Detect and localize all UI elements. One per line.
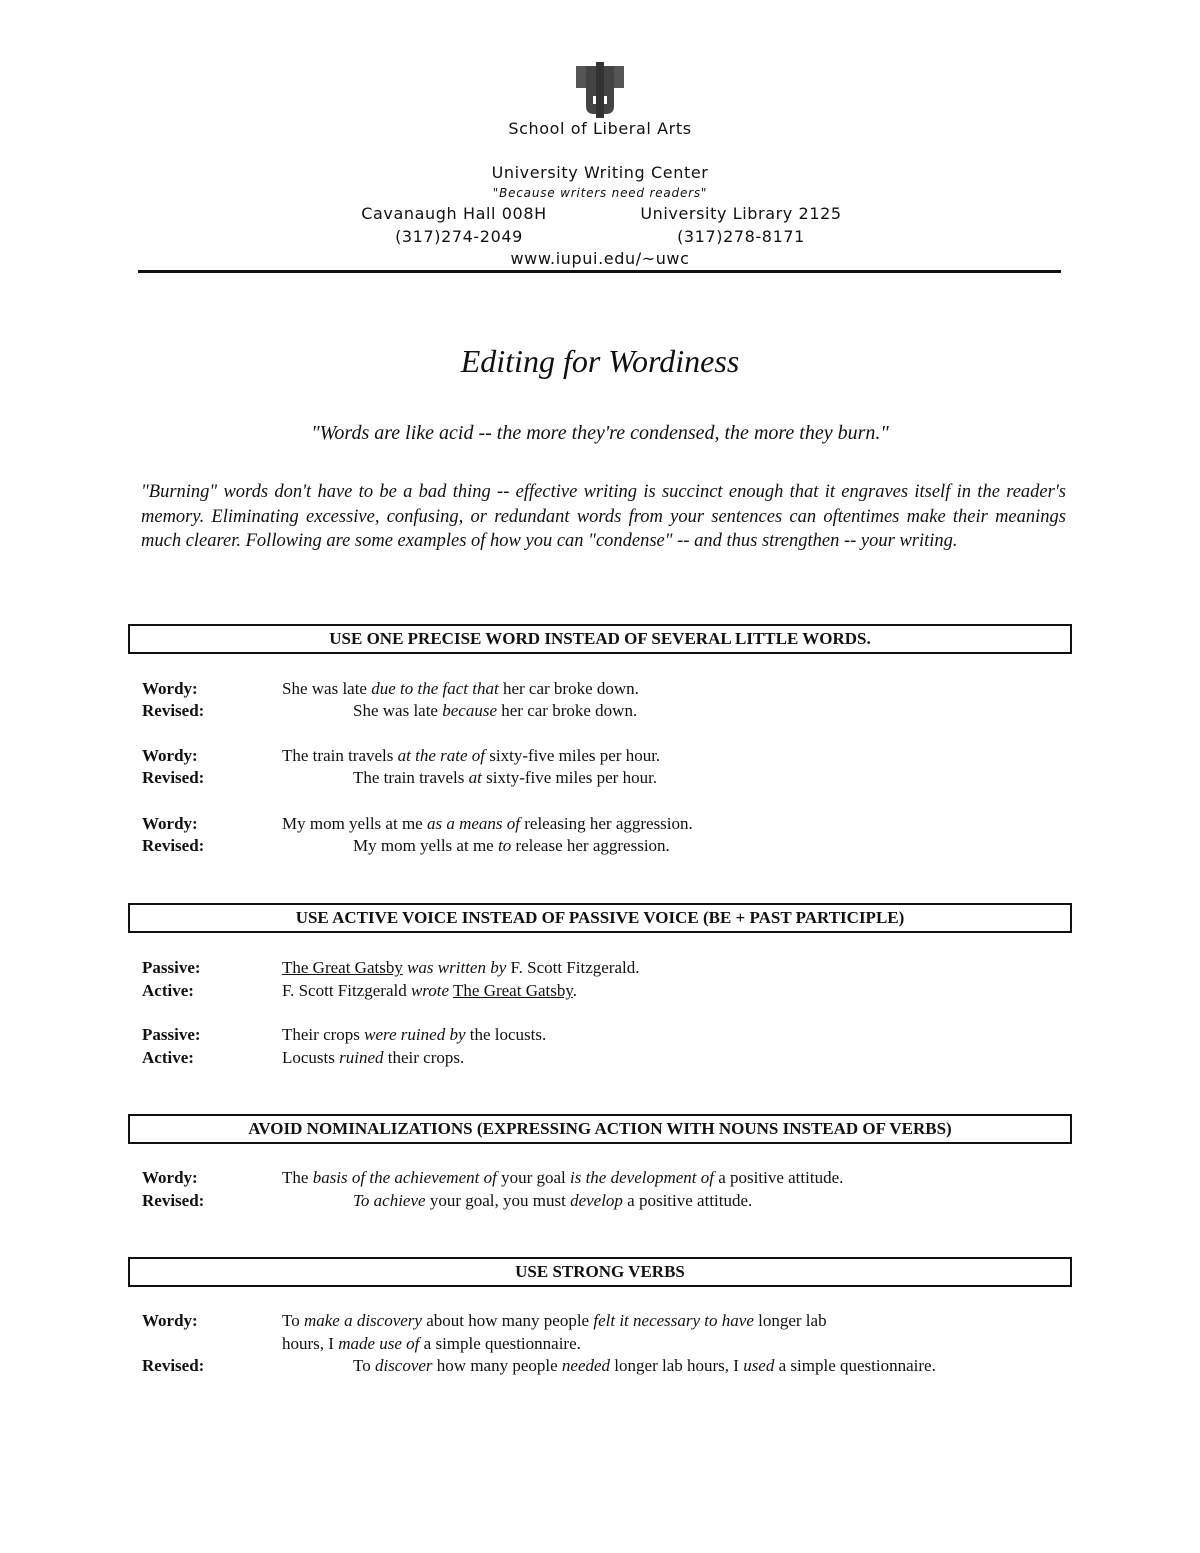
example-active: Locusts ruined their crops. xyxy=(282,1048,465,1067)
example-active: F. Scott Fitzgerald wrote The Great Gatsby. xyxy=(282,981,578,1000)
example-revised: My mom yells at me to release her aggression. xyxy=(353,836,670,855)
epigraph-quote: "Words are like acid -- the more they're condensed, the more they burn." xyxy=(311,422,889,444)
example-revised: To achieve your goal, you must develop a positive attitude. xyxy=(353,1191,753,1210)
section-heading-strong-verbs: USE STRONG VERBS xyxy=(128,1257,1072,1287)
website-link[interactable]: www.iupui.edu/~uwc xyxy=(510,249,690,268)
label-active: Active: xyxy=(142,1048,194,1067)
example-revised: To discover how many people needed longer lab hours, I used a simple questionnaire. xyxy=(353,1356,936,1375)
label-wordy: Wordy: xyxy=(142,746,198,765)
label-revised: Revised: xyxy=(142,768,205,787)
label-revised: Revised: xyxy=(142,1356,205,1375)
example-revised: She was late because her car broke down. xyxy=(353,701,638,720)
page-title: Editing for Wordiness xyxy=(460,343,740,379)
label-active: Active: xyxy=(142,981,194,1000)
intro-paragraph: "Burning" words don't have to be a bad thing -- effective writing is succinct enough that it engraves itself in the reader's memory. Eliminating excessive, confusing, or redundant words from your sentences can oftentimes make their meanings much clearer. Following are some examples of how you can "condense" -- and thus strengthen -- your writing. xyxy=(141,482,1066,551)
label-wordy: Wordy: xyxy=(142,814,198,833)
section-heading-nominalizations: AVOID NOMINALIZATIONS (EXPRESSING ACTION WITH NOUNS INSTEAD OF VERBS) xyxy=(128,1114,1072,1144)
example-revised: The train travels at sixty-five miles per hour. xyxy=(353,768,658,787)
example-wordy-continued: hours, I made use of a simple questionnaire. xyxy=(282,1334,581,1353)
label-revised: Revised: xyxy=(142,1191,205,1210)
location-left: Cavanaugh Hall 008H xyxy=(361,204,547,223)
label-passive: Passive: xyxy=(142,1025,201,1044)
school-name: School of Liberal Arts xyxy=(508,119,692,138)
label-revised: Revised: xyxy=(142,836,205,855)
example-wordy: She was late due to the fact that her car broke down. xyxy=(282,679,639,698)
header-rule xyxy=(138,270,1061,273)
iu-trident-logo-icon xyxy=(572,62,628,118)
example-wordy: To make a discovery about how many people felt it necessary to have longer lab xyxy=(282,1311,827,1330)
label-wordy: Wordy: xyxy=(142,1168,198,1187)
phone-right: (317)278-8171 xyxy=(677,227,805,246)
section-heading-precise-word: USE ONE PRECISE WORD INSTEAD OF SEVERAL LITTLE WORDS. xyxy=(128,624,1072,654)
tagline: "Because writers need readers" xyxy=(492,186,708,200)
example-wordy: The train travels at the rate of sixty-five miles per hour. xyxy=(282,746,661,765)
center-name: University Writing Center xyxy=(491,163,709,182)
label-revised: Revised: xyxy=(142,701,205,720)
section-heading-active-voice: USE ACTIVE VOICE INSTEAD OF PASSIVE VOICE (BE + PAST PARTICIPLE) xyxy=(128,903,1072,933)
location-right: University Library 2125 xyxy=(640,204,842,223)
example-passive: Their crops were ruined by the locusts. xyxy=(282,1025,547,1044)
phone-left: (317)274-2049 xyxy=(395,227,523,246)
example-wordy: The basis of the achievement of your goal is the development of a positive attitude. xyxy=(282,1168,844,1187)
label-wordy: Wordy: xyxy=(142,1311,198,1330)
label-passive: Passive: xyxy=(142,958,201,977)
example-wordy: My mom yells at me as a means of releasing her aggression. xyxy=(282,814,693,833)
example-passive: The Great Gatsby was written by F. Scott Fitzgerald. xyxy=(282,958,640,977)
label-wordy: Wordy: xyxy=(142,679,198,698)
